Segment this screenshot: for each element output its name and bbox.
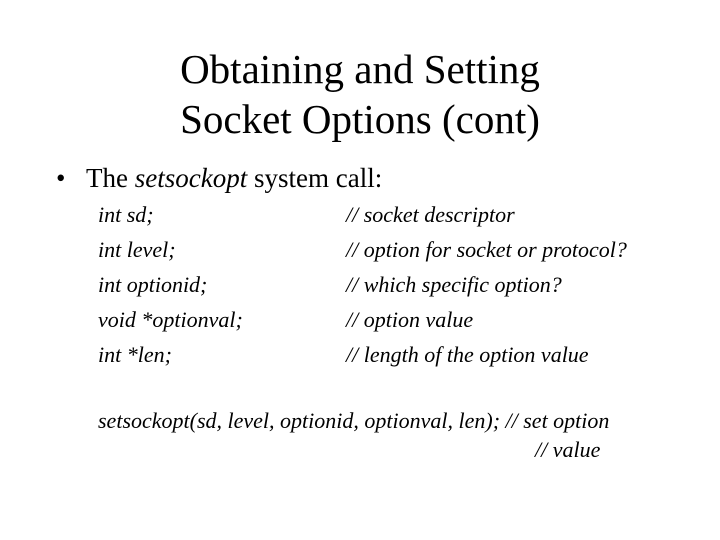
function-call-comment-continuation: // value xyxy=(535,437,601,462)
slide-title-line-2: Socket Options (cont) xyxy=(180,96,540,142)
code-row xyxy=(98,305,698,340)
code-comment: // option for socket or protocol? xyxy=(346,237,627,262)
slide-title-line-1: Obtaining and Setting xyxy=(180,46,540,92)
code-comment: // socket descriptor xyxy=(346,202,515,227)
code-declaration: void *optionval; xyxy=(98,307,243,332)
slide-title xyxy=(0,44,720,144)
code-declaration: int optionid; xyxy=(98,272,208,297)
bullet-item xyxy=(56,161,382,195)
code-row xyxy=(98,235,698,270)
bullet-suffix: system call: xyxy=(247,163,383,193)
code-row xyxy=(98,340,698,375)
code-declaration: int sd; xyxy=(98,202,154,227)
code-row xyxy=(98,270,698,305)
code-declaration: int level; xyxy=(98,237,176,262)
bullet-marker: • xyxy=(56,163,66,193)
bullet-prefix: The xyxy=(86,163,135,193)
code-declaration: int *len; xyxy=(98,342,172,367)
bullet-emphasis: setsockopt xyxy=(134,163,248,193)
function-call-line: setsockopt(sd, level, optionid, optionval, len); // set option xyxy=(98,408,610,433)
code-comment: // option value xyxy=(346,307,474,332)
code-comment: // which specific option? xyxy=(346,272,562,297)
code-comment: // length of the option value xyxy=(346,342,589,367)
code-row xyxy=(98,200,698,235)
code-declarations xyxy=(98,200,698,375)
